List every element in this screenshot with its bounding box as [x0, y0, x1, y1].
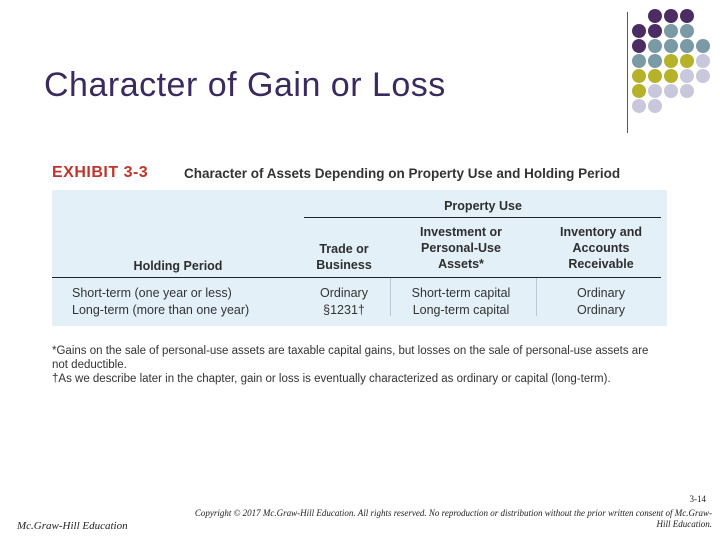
decorative-dot	[648, 84, 662, 98]
slide-title: Character of Gain or Loss	[44, 66, 446, 104]
property-use-header: Property Use	[444, 199, 522, 213]
decorative-dot	[664, 54, 678, 68]
decorative-dot	[648, 99, 662, 113]
column-header-investment: Investment or Personal-Use Assets*	[420, 225, 502, 271]
column-header-inventory: Inventory and Accounts Receivable	[560, 225, 642, 271]
decorative-dot	[648, 9, 662, 23]
table-cell: Ordinary	[577, 303, 625, 317]
decorative-dot	[648, 39, 662, 53]
exhibit-label: EXHIBIT 3-3	[52, 164, 149, 181]
decorative-dot	[632, 39, 646, 53]
decorative-dot	[632, 54, 646, 68]
decorative-dot	[696, 69, 710, 83]
decorative-dot	[680, 84, 694, 98]
footnote: *Gains on the sale of personal-use assets are taxable capital gains, but losses on the sale of personal-use assets are not deductible.	[52, 345, 649, 371]
header-rule	[52, 277, 661, 278]
exhibit-footnotes	[52, 344, 667, 386]
decorative-dot	[680, 54, 694, 68]
decorative-dot	[648, 24, 662, 38]
decorative-dot	[696, 39, 710, 53]
table-cell: Short-term (one year or less)	[72, 286, 232, 300]
slide-number: 3-14	[689, 494, 706, 504]
exhibit-caption: Character of Assets Depending on Property Use and Holding Period	[184, 166, 621, 181]
decorative-dot	[664, 84, 678, 98]
decorative-dot	[648, 54, 662, 68]
decorative-dot	[680, 9, 694, 23]
decorative-dot	[664, 39, 678, 53]
decorative-dot	[680, 24, 694, 38]
footnote: †As we describe later in the chapter, gain or loss is eventually characterized as ordinary or capital (long-term).	[52, 373, 611, 385]
decorative-dot	[696, 54, 710, 68]
table-cell: Long-term capital	[412, 303, 510, 317]
column-separator	[536, 278, 537, 316]
decorative-dot	[632, 84, 646, 98]
decorative-dot	[632, 24, 646, 38]
exhibit	[52, 162, 667, 385]
decorative-dot	[664, 24, 678, 38]
column-separator	[390, 278, 391, 316]
property-use-rule	[304, 217, 661, 218]
publisher-label: Mc.Graw-Hill Education	[17, 520, 128, 532]
exhibit-table	[52, 190, 667, 326]
exhibit-header	[52, 162, 667, 192]
decorative-dot	[648, 69, 662, 83]
column-header-trade-business: Trade or Business	[316, 242, 372, 272]
table-cell: Ordinary	[577, 286, 625, 300]
title-divider	[627, 12, 628, 133]
column-header-holding-period: Holding Period	[133, 259, 223, 273]
table-cell: Ordinary	[320, 286, 368, 300]
table-cell: §1231†	[323, 303, 365, 317]
table-cell: Long-term (more than one year)	[72, 303, 250, 317]
decorative-dot	[632, 69, 646, 83]
decorative-dot-grid	[632, 9, 720, 119]
copyright-notice: Copyright © 2017 Mc.Graw-Hill Education. All rights reserved. No reproduction or distribution without the prior written consent of Mc.Graw-Hill Education.	[194, 508, 712, 529]
decorative-dot	[664, 9, 678, 23]
decorative-dot	[632, 99, 646, 113]
table-cell: Short-term capital	[411, 286, 511, 300]
decorative-dot	[680, 69, 694, 83]
decorative-dot	[664, 69, 678, 83]
decorative-dot	[680, 39, 694, 53]
